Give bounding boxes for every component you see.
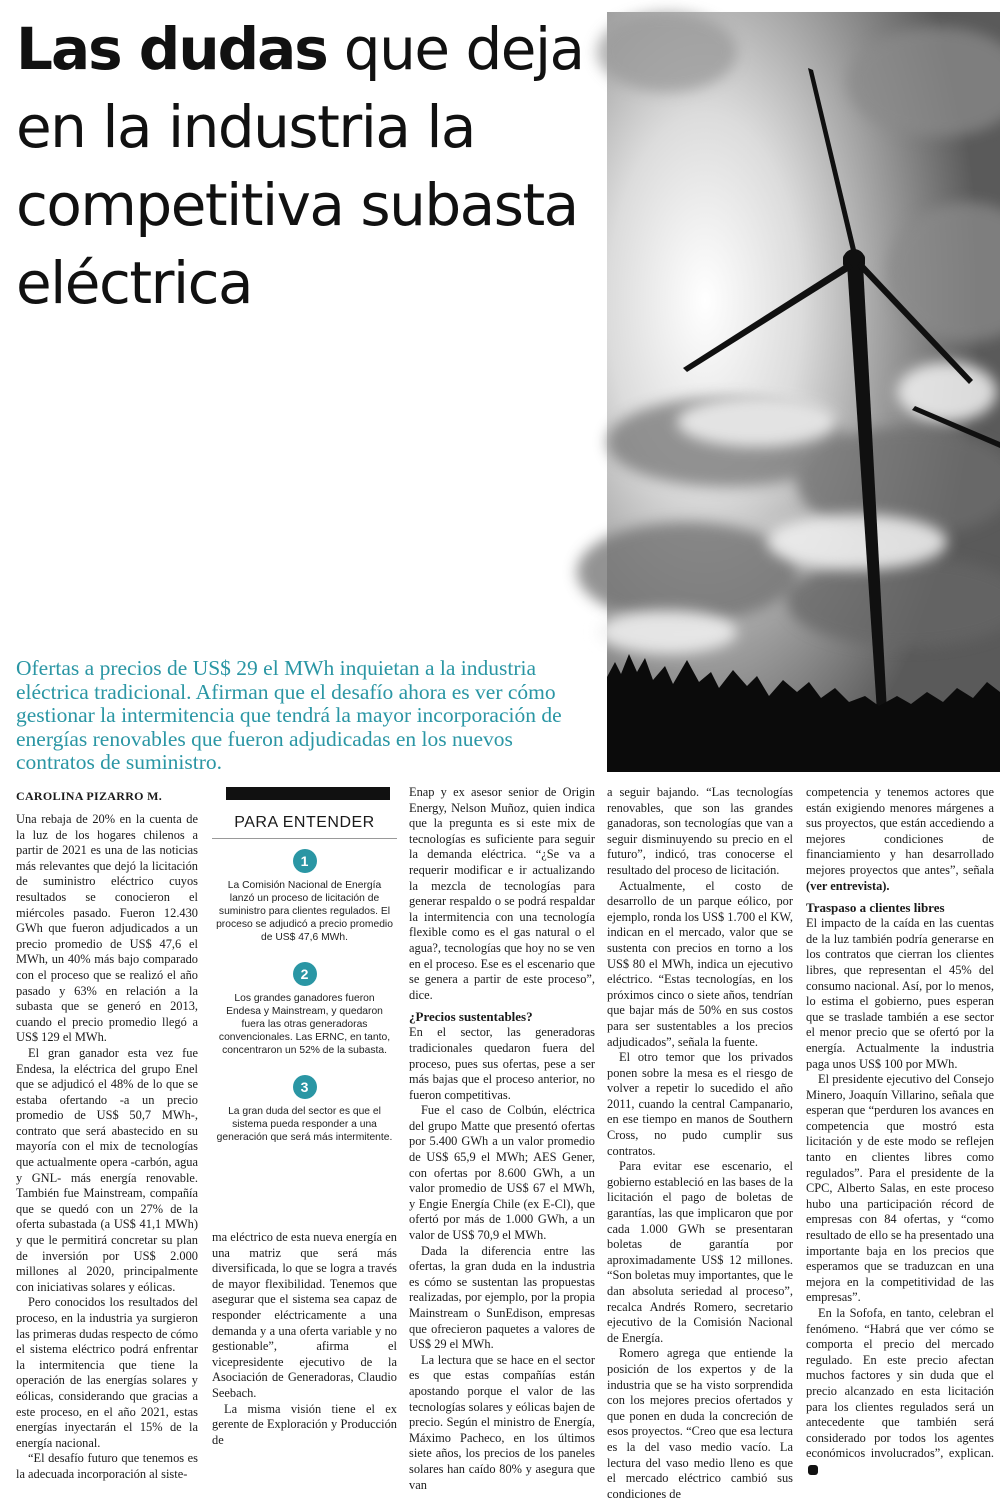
subheading-precios: ¿Precios sustentables?	[409, 1009, 533, 1025]
paragraph-text: competencia y tenemos actores que están exigiendo menores márgenes a sus proyectos, que están accediendo a mejores condiciones de financiamiento y han desarrollado mejores proyectos que antes”, señala	[806, 785, 994, 877]
paragraph: La misma visión tiene el ex gerente de Exploración y Producción de	[212, 1401, 397, 1447]
sidebar-point	[212, 849, 397, 944]
deck-summary: Ofertas a precios de US$ 29 el MWh inquietan a la industria eléctrica tradicional. Afirman que el desafío ahora es ver cómo gestionar la intermitencia que tendrá la mayor incorporación de energías renovables que fueron adjudicadas en los nuevos contratos de suministro.	[16, 656, 562, 774]
headline-rest: que deja en la industria la competitiva subasta eléctrica	[16, 15, 584, 317]
paragraph: a seguir bajando. “Las tecnologías renovables, que son las grandes ganadoras, son tecnologías que van a seguir disminuyendo su precio en el futuro”, indicó, tras conocerse el resultado del proceso de licitación.	[607, 785, 793, 877]
body-column-5	[806, 785, 994, 1461]
paragraph: Fue el caso de Colbún, eléctrica del grupo Matte que presentó ofertas por 5.400 GWh a un valor promedio de US$ 65,9 el MWh; AES Gener, con ofertas por 8.600 GWh, a un valor promedio de US$ 67 el MWh, y Engie Energía Chile (ex E-Cl), que ofertó por más de 1.000 GWh, a un valor de US$ 70,9 el MWh.	[409, 1103, 595, 1243]
paragraph: El otro temor que los privados ponen sobre la mesa es el riesgo de volver a repetir lo sucedido el año 2011, cuando la central Campanario, en ese tiempo en manos de Southern Cross, no pudo cumplir sus contratos.	[607, 1050, 793, 1158]
paragraph: El gran ganador esta vez fue Endesa, la eléctrica del grupo Enel que se adjudicó el 48% de lo que se estaba ofertando -a un precio promedio de US$ 50,7 MWh-, contrato que será abastecido en su mayoría con el mix de tecnologías que actualmente opera -carbón, agua y GNL- más energía renovable. También fue Mainstream, compañía que se quedó con un 27% de la oferta subastada (a US$ 41,1 MWh) y que le permitirá concretar su plan de inversión por US$ 2.000 millones al 2020, principalmente con iniciativas solares y eólicas.	[16, 1045, 198, 1294]
interview-reference: (ver entrevista).	[806, 878, 890, 893]
point-text: La gran duda del sector es que el sistema pueda responder a una generación que será más intermitente.	[216, 1106, 393, 1143]
para-entender-sidebar	[212, 787, 397, 1207]
paragraph: Dada la diferencia entre las ofertas, la gran duda en la industria es cómo se sustentan las propuestas realizadas, por ejemplo, por la propia Mainstream o SunEdison, empresas que ofrecieron paquetes a valores de US$ 29 el MWh.	[409, 1243, 595, 1352]
body-column-1	[16, 812, 199, 1481]
point-number-badge: 2	[293, 962, 317, 986]
paragraph: Para evitar ese escenario, el gobierno estableció en las bases de la licitación el pago de boletas de garantías, las que implicaron que por cada 1.000 GWh se presentaran boletas de garantía por aproximadamente US$ 12 millones. “Son boletas muy importantes, que le dan absoluta seriedad al proceso”, recalca Andrés Romero, secretario ejecutivo de la Comisión Nacional de Energía.	[607, 1159, 793, 1345]
byline: CAROLINA PIZARRO M.	[16, 789, 163, 803]
paragraph: Pero conocidos los resultados del proceso, en la industria ya surgieron las primeras dudas respecto de cómo el sistema eléctrico podrá enfrentar la intermitencia que tiene la operación de las energías solares y eólicas, considerando que gracias a este proceso, en el año 2021, estas energías inyectarán el 15% de la energía nacional.	[16, 1295, 199, 1450]
paragraph: Una rebaja de 20% en la cuenta de la luz de los hogares chilenos a partir de 2021 es una de las noticias más relevantes que dejó la licitación de suministro eléctrico cuyos resultados se conocieron el miércoles pasado. Fueron 12.430 GWh que fueron adjudicados a un precio promedio de US$ 47,6 el MWh, un 40% más bajo comparado con el proceso que se realizó el año pasado y 63% en relación a la subasta que se generó en 2013, cuando el precio promedio llegó a US$ 129 el MWh.	[16, 812, 198, 1045]
headline	[16, 10, 601, 322]
paragraph: “El desafío futuro que tenemos es la adecuada incorporación al siste-	[16, 1451, 198, 1481]
subheading-traspaso: Traspaso a clientes libres	[806, 900, 945, 916]
end-of-article-icon	[808, 1465, 818, 1475]
point-number-badge: 3	[293, 1075, 317, 1099]
body-column-3	[409, 785, 595, 1492]
point-text: La Comisión Nacional de Energía lanzó un proceso de licitación de suministro para clientes regulados. El proceso se adjudicó a precio promedio de US$ 47,6 MWh.	[216, 880, 393, 943]
paragraph: ma eléctrico de esta nueva energía en una matriz que será más diversificada, lo que se logra a través de mayor flexibilidad. Tenemos que asegurar que el sistema sea capaz de responder eléctricamente a una demanda y a una oferta variable y no gestionable”, afirma el vicepresidente ejecutivo de la Asociación de Generadoras, Claudio Seebach.	[212, 1230, 397, 1400]
headline-bold: Las dudas	[16, 15, 327, 83]
paragraph: En el sector, las generadoras tradicionales quedaron fuera del proceso, pues sus ofertas, pese a ser más bajas que el proceso anterior, no fueron competitivas.	[409, 1025, 595, 1102]
paragraph: Enap y ex asesor senior de Origin Energy, Nelson Muñoz, quien indica que la pregunta es si este mix de tecnologías es suficiente para seguir la demanda eléctrica. “¿Se va a requerir modificar e ir actualizando la mezcla de tecnologías para generar respaldo o se podrá respaldar la intermitencia con una tecnología flexible como es el gas natural o el agua?, tecnologías que hoy no se ven en el proceso. Ese es el escenario que se genera a partir de este proceso”, dice.	[409, 785, 595, 1002]
point-number-badge: 1	[293, 849, 317, 873]
paragraph-text: En la Sofofa, en tanto, celebran el fenómeno. “Habrá que ver cómo se comporta el precio del mercado regulado. En este precio afectan muchos factores y sin duda que el precio alcanzado en esta licitación para los clientes regulados será un antecedente que también será considerado por todos los agentes económicos involucrados”, explican.	[806, 1306, 994, 1461]
sidebar-point	[212, 1075, 397, 1144]
paragraph	[806, 1306, 994, 1478]
paragraph: El impacto de la caída en las cuentas de la luz también podría generarse en los contratos que cierran los clientes libres, que representan el 45% del consumo nacional. Así, por lo menos, lo estima el gobierno, pues esperan que se traslade también a ese sector el menor precio que se ofertó por la energía. Actualmente la industria paga unos US$ 100 por MWh.	[806, 916, 994, 1071]
body-column-2	[212, 1230, 397, 1447]
wind-turbine-photo	[607, 12, 1000, 772]
paragraph: La lectura que se hace en el sector es que estas compañías están apostando porque el valor de las tecnologías solares y eólicas bajen de precio. Según el ministro de Energía, Máximo Pacheco, en los últimos siete años, los precios de los paneles solares han caído 80% y asegura que van	[409, 1352, 595, 1492]
body-column-4	[607, 785, 793, 1501]
paragraph: Romero agrega que entiende la posición de los expertos y de la industria que se ha visto sorprendida con los mejores precios ofertados y que ponen en duda la concreción de esos proyectos. “Creo que esa lectura es la del vaso medio vacío. La lectura del vaso medio lleno es que el mercado eléctrico cambió sus condiciones de	[607, 1346, 793, 1501]
paragraph: El presidente ejecutivo del Consejo Minero, Joaquín Villarino, señala que esperan que “perduren los avances en competencia que mostró esta licitación y de este modo se reflejen tanto en clientes libres como regulados”. Para el presidente de la CPC, Alberto Salas, en este proceso hubo una participación récord de empresas con 84 ofertas, y “como resultado de ello se ha presentado una importante baja en los precios que esperamos que se traduzcan en una mejora en la competitividad de las empresas”.	[806, 1072, 994, 1305]
sidebar-bar	[226, 787, 390, 800]
sidebar-title: PARA ENTENDER	[212, 814, 397, 839]
paragraph	[806, 785, 994, 894]
paragraph: Actualmente, el costo de desarrollo de un parque eólico, por ejemplo, ronda los US$ 1.700 el KW, indican en el mercado, valor que se sustenta con precios en torno a los US$ 80 el MWh, indica un ejecutivo eléctrico. “Estas tecnologías, en los próximos cinco o siete años, tendrían que bajar más de 50% en sus costos para ser sustentables a los precios adjudicados”, señala la fuente.	[607, 878, 793, 1049]
sidebar-point	[212, 962, 397, 1057]
point-text: Los grandes ganadores fueron Endesa y Mainstream, y quedaron fuera las otras generadoras convencionales. Las ERNC, en tanto, concentraron un 52% de la subasta.	[218, 993, 391, 1056]
